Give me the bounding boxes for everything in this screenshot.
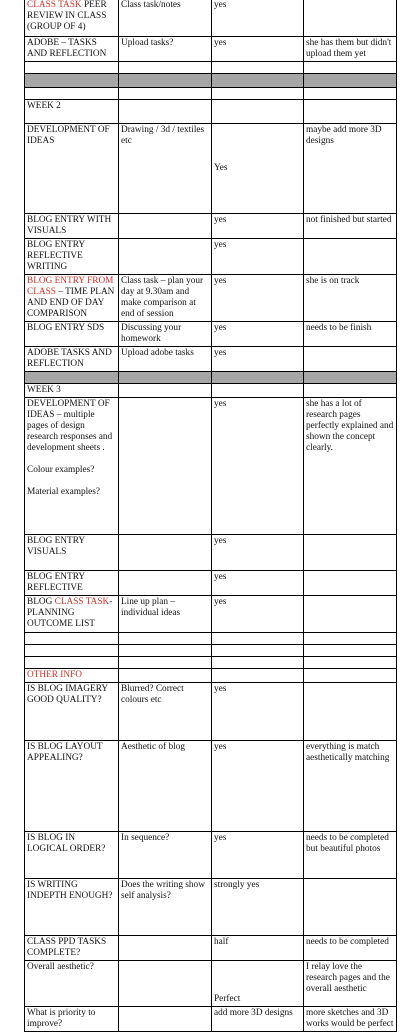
table-row [25,398,397,535]
highlighted-text: CLASS TASK [54,597,110,607]
feedback-cell [304,683,397,741]
section-divider-row [25,74,397,88]
cell-text: BLOG ENTRY WITH VISUALS [27,215,112,236]
table-row [25,669,397,683]
status-cell [212,961,304,1007]
status-cell [212,1007,304,1032]
blank-row [25,645,397,657]
cell-text: Perfect [214,994,241,1004]
task-cell [25,936,119,961]
task-cell [25,239,119,275]
task-cell [25,124,119,214]
status-cell [212,879,304,936]
cell-text: Class task/notes [121,0,181,10]
description-cell [119,657,212,669]
task-cell [25,669,119,683]
cell-text: Material examples? [27,487,101,497]
cell-text: not finished but started [306,215,392,225]
cell-text: I relay love the research pages and the overall aesthetic [306,962,390,994]
cell-text: needs to be finish [306,323,372,333]
status-cell [212,669,304,683]
cell-text: What is priority to improve? [27,1008,96,1029]
status-cell [212,645,304,657]
description-cell [119,596,212,633]
cell-text: DEVELOPMENT OF IDEAS [27,125,110,146]
description-cell [119,347,212,372]
cell-text: DEVELOPMENT OF IDEAS – multiple pages of design research responses and development sheets . [27,399,113,453]
task-cell [25,275,119,322]
cell-text: In sequence? [121,833,170,843]
highlighted-text: OTHER INFO [27,670,83,680]
blank-row [25,88,397,100]
cell-text: Drawing / 3d / textiles etc [121,125,205,146]
cell-text: BLOG [27,597,55,607]
table-row [25,596,397,633]
table-row [25,879,397,936]
cell-text: WEEK 3 [27,385,61,395]
cell-text: WEEK 2 [27,101,61,111]
table-row [25,347,397,372]
task-cell [25,100,119,124]
cell-text: BLOG ENTRY VISUALS [27,536,85,557]
section-divider-row [25,372,397,384]
status-cell [212,372,304,384]
feedback-cell [304,372,397,384]
task-cell [25,384,119,398]
highlighted-text: BLOG ENTRY FROM CLASS [27,276,114,297]
cell-text: Class task – plan your day at 9.30am and make comparison at end of session [121,276,204,319]
feedback-cell [304,657,397,669]
table-row [25,1007,397,1032]
task-cell [25,645,119,657]
table-row [25,571,397,596]
description-cell [119,683,212,741]
table-row [25,124,397,214]
description-cell [119,535,212,571]
task-cell [25,535,119,571]
cell-text: Upload adobe tasks [121,348,194,358]
description-cell [119,633,212,645]
cell-text: -PLANNING OUTCOME LIST [27,597,113,629]
status-cell [212,398,304,535]
cell-text: yes [214,38,227,48]
cell-text: IS WRITING INDEPTH ENOUGH? [27,880,113,901]
blank-row [25,62,397,74]
cell-text: yes [214,276,227,286]
cell-text: yes [214,742,227,752]
status-cell [212,384,304,398]
feedback-cell [304,961,397,1007]
description-cell [119,879,212,936]
cell-text: IS BLOG IN LOGICAL ORDER? [27,833,106,854]
cell-text: more sketches and 3D works would be perfect [306,1008,394,1029]
highlighted-text: CLASS TASK [27,0,82,10]
assessment-checklist-table [24,0,397,1032]
feedback-cell [304,1007,397,1032]
cell-text: she has a lot of research pages perfectly explained and shown the concept clearly. [306,399,394,453]
table-row [25,275,397,322]
status-cell [212,214,304,239]
task-cell [25,74,119,88]
status-cell [212,936,304,961]
cell-text: yes [214,240,227,250]
task-cell [25,633,119,645]
table-row [25,214,397,239]
task-cell [25,398,119,535]
description-cell [119,936,212,961]
table-row [25,239,397,275]
feedback-cell [304,37,397,62]
task-cell [25,372,119,384]
table-row [25,384,397,398]
feedback-cell [304,100,397,124]
cell-text: Upload tasks? [121,38,174,48]
feedback-cell [304,239,397,275]
cell-text: yes [214,323,227,333]
feedback-cell [304,275,397,322]
feedback-cell [304,322,397,347]
description-cell [119,322,212,347]
status-cell [212,535,304,571]
feedback-cell [304,645,397,657]
task-cell [25,596,119,633]
cell-text: she is on track [306,276,360,286]
status-cell [212,322,304,347]
description-cell [119,100,212,124]
task-cell [25,657,119,669]
cell-text: Blurred? Correct colours etc [121,684,184,705]
task-cell [25,961,119,1007]
status-cell [212,239,304,275]
cell-text: everything is match aesthetically matching [306,742,390,763]
description-cell [119,0,212,37]
task-cell [25,741,119,832]
status-cell [212,596,304,633]
cell-text: add more 3D designs [214,1008,293,1018]
feedback-cell [304,214,397,239]
task-cell [25,214,119,239]
blank-row [25,633,397,645]
cell-text: IS BLOG LAYOUT APPEALING? [27,742,103,763]
task-cell [25,88,119,100]
task-cell [25,347,119,372]
status-cell [212,657,304,669]
status-cell [212,100,304,124]
status-cell [212,633,304,645]
cell-text: yes [214,536,227,546]
table-row [25,683,397,741]
description-cell [119,645,212,657]
feedback-cell [304,0,397,37]
cell-text: ADOBE – TASKS AND REFLECTION [27,38,107,59]
description-cell [119,88,212,100]
feedback-cell [304,347,397,372]
status-cell [212,124,304,214]
cell-text: yes [214,399,227,409]
feedback-cell [304,384,397,398]
cell-text: BLOG ENTRY SDS [27,323,105,333]
status-cell [212,37,304,62]
status-cell [212,88,304,100]
feedback-cell [304,936,397,961]
cell-text: maybe add more 3D designs [306,125,382,146]
description-cell [119,1007,212,1032]
table-row [25,0,397,37]
status-cell [212,0,304,37]
table-row [25,37,397,62]
description-cell [119,239,212,275]
table-row [25,741,397,832]
feedback-cell [304,741,397,832]
task-cell [25,571,119,596]
table-row [25,322,397,347]
blank-row [25,657,397,669]
description-cell [119,669,212,683]
table-row [25,961,397,1007]
cell-text: Aesthetic of blog [121,742,186,752]
feedback-cell [304,124,397,214]
status-cell [212,683,304,741]
status-cell [212,741,304,832]
feedback-cell [304,398,397,535]
table-row [25,936,397,961]
description-cell [119,124,212,214]
table-row [25,535,397,571]
cell-text: Discussing your homework [121,323,182,344]
description-cell [119,74,212,88]
cell-text: Colour examples? [27,465,95,475]
cell-text: needs to be completed but beautiful photos [306,833,389,854]
cell-text: half [214,937,229,947]
task-cell [25,0,119,37]
status-cell [212,347,304,372]
description-cell [119,961,212,1007]
feedback-cell [304,571,397,596]
cell-text: yes [214,833,227,843]
cell-text: ADOBE TASKS AND REFLECTION [27,348,112,369]
table-row [25,832,397,879]
cell-text: needs to be completed [306,937,389,947]
task-cell [25,879,119,936]
description-cell [119,62,212,74]
cell-text: BLOG ENTRY REFLECTIVE [27,572,85,593]
task-cell [25,37,119,62]
cell-text: – TIME PLAN AND END OF DAY COMPARISON [27,287,115,319]
task-cell [25,1007,119,1032]
description-cell [119,398,212,535]
task-cell [25,322,119,347]
feedback-cell [304,88,397,100]
feedback-cell [304,74,397,88]
cell-text: yes [214,684,227,694]
feedback-cell [304,596,397,633]
cell-text: PEER REVIEW IN CLASS (GROUP OF 4) [27,0,107,32]
feedback-cell [304,879,397,936]
description-cell [119,214,212,239]
task-cell [25,832,119,879]
cell-text: BLOG ENTRY REFLECTIVE WRITING [27,240,85,272]
status-cell [212,62,304,74]
task-cell [25,62,119,74]
description-cell [119,275,212,322]
description-cell [119,832,212,879]
cell-text: CLASS PPD TASKS COMPLETE? [27,937,107,958]
status-cell [212,74,304,88]
cell-text: yes [214,348,227,358]
description-cell [119,372,212,384]
feedback-cell [304,669,397,683]
table-row [25,100,397,124]
cell-text: yes [214,0,227,10]
status-cell [212,275,304,322]
description-cell [119,741,212,832]
feedback-cell [304,62,397,74]
status-cell [212,832,304,879]
description-cell [119,571,212,596]
cell-text: she has them but didn't upload them yet [306,38,392,59]
cell-text: Line up plan – individual ideas [121,597,181,618]
cell-text: Yes [214,163,228,173]
cell-text: Does the writing show self analysis? [121,880,205,901]
feedback-cell [304,633,397,645]
feedback-cell [304,535,397,571]
cell-text: strongly yes [214,880,260,890]
checklist-rows [25,0,397,1032]
cell-text: yes [214,215,227,225]
cell-text: yes [214,597,227,607]
feedback-cell [304,832,397,879]
cell-text: Overall aesthetic? [27,962,94,972]
cell-text: IS BLOG IMAGERY GOOD QUALITY? [27,684,108,705]
status-cell [212,571,304,596]
task-cell [25,683,119,741]
description-cell [119,384,212,398]
description-cell [119,37,212,62]
cell-text: yes [214,572,227,582]
